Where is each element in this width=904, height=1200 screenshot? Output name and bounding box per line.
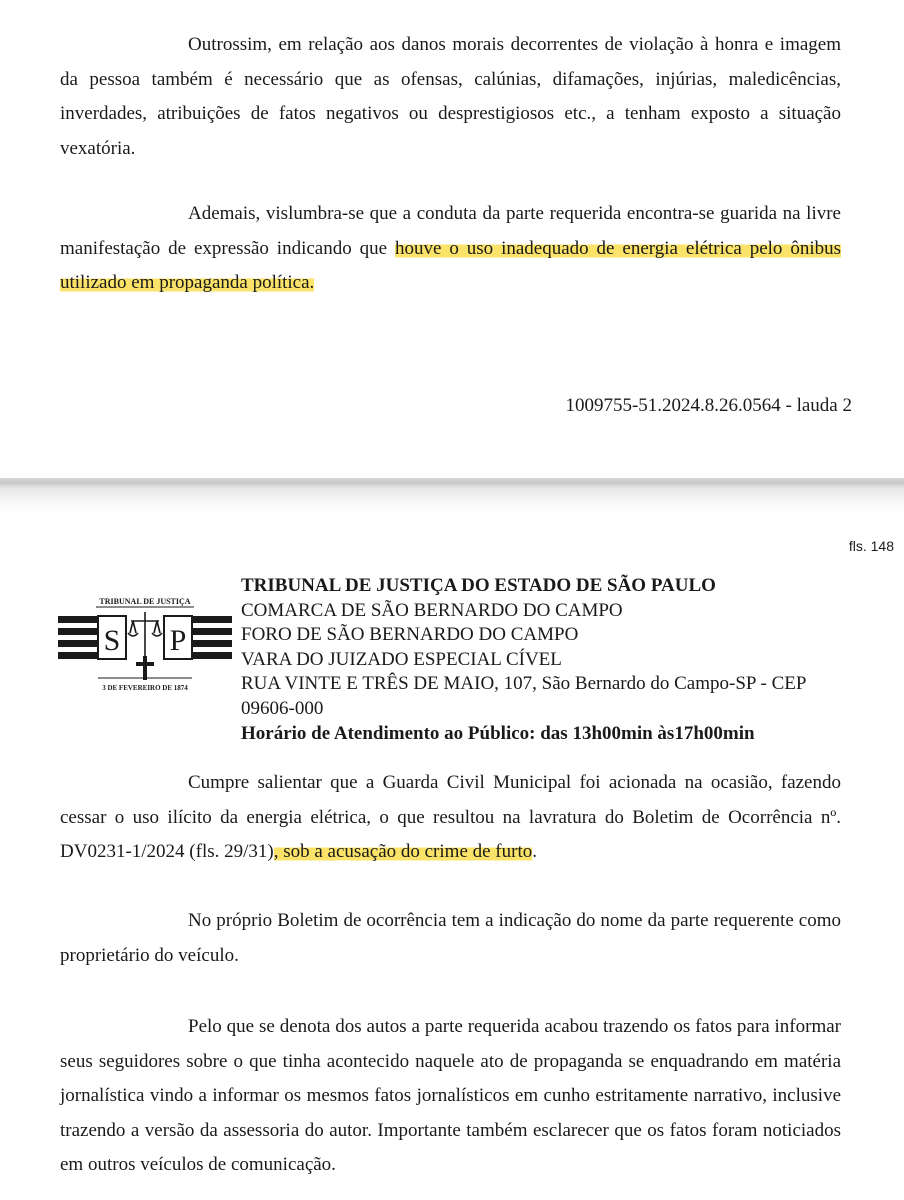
paragraph-conduta (60, 197, 841, 301)
logo-top-text: TRIBUNAL DE JUSTIÇA (99, 597, 191, 606)
comarca-line: COMARCA DE SÃO BERNARDO DO CAMPO (241, 599, 623, 621)
paragraph-guarda-civil (60, 766, 841, 870)
page-number: fls. 148 (848, 538, 894, 554)
court-header (241, 574, 841, 746)
paragraph-danos-morais: Outrossim, em relação aos danos morais decorrentes de violação à honra e imagem da pessoa também é necessário que as ofensas, calúnias, difamações, injúrias, maledicências, inverdades, atribuições de fatos negativos ou desprestigiosos etc., a tenham exposto a situação vexatória. (60, 34, 841, 159)
highlighted-text: houve o uso inadequado de energia elétrica pelo ônibus utilizado em propaganda política. (60, 237, 841, 293)
hours-line: Horário de Atendimento ao Público: das 13h00min às17h00min (241, 722, 755, 744)
page-footer-lauda: 1009755-51.2024.8.26.0564 - lauda 2 (565, 395, 852, 416)
vara-line: VARA DO JUIZADO ESPECIAL CÍVEL (241, 648, 562, 670)
logo-letter-s: S (103, 624, 121, 657)
page-divider (0, 478, 904, 512)
address-line: RUA VINTE E TRÊS DE MAIO, 107, São Bernardo do Campo-SP - CEP 09606-000 (241, 673, 806, 719)
logo-letter-p: P (169, 624, 187, 657)
court-name: TRIBUNAL DE JUSTIÇA DO ESTADO DE SÃO PAULO (241, 575, 716, 596)
highlighted-text-furto: , sob a acusação do crime de furto (273, 841, 533, 862)
logo-bottom-text: 3 DE FEVEREIRO DE 1874 (102, 684, 188, 692)
paragraph-guarda-civil-text: Cumpre salientar que a Guarda Civil Municipal foi acionada na ocasião, fazendo cessar o uso ilícito da energia elétrica, o que resultou na lavratura do Boletim de Ocorrência nº. DV0231-1/2024 (fls. 29/31) (60, 772, 841, 862)
paragraph-conduta-text: Ademais, vislumbra-se que a conduta da parte requerida encontra-se guarida na livre manifestação de expressão indicando que (60, 203, 841, 259)
paragraph-requerida: Pelo que se denota dos autos a parte requerida acabou trazendo os fatos para informar seus seguidores sobre o que tinha acontecido naquele ato de propaganda se enquadrando em matéria jornalística vindo a informar os mesmos fatos jornalísticos em cunho estritamente narrativo, inclusive trazendo a versão da assessoria do autor. Importante também esclarecer que os fatos foram noticiados em outros veículos de comunicação. (60, 1016, 841, 1175)
foro-line: FORO DE SÃO BERNARDO DO CAMPO (241, 624, 579, 646)
paragraph-boletim: No próprio Boletim de ocorrência tem a indicação do nome da parte requerente como proprietário do veículo. (60, 910, 841, 966)
court-seal-logo (58, 566, 232, 696)
paragraph-guarda-civil-end: . (532, 841, 537, 862)
